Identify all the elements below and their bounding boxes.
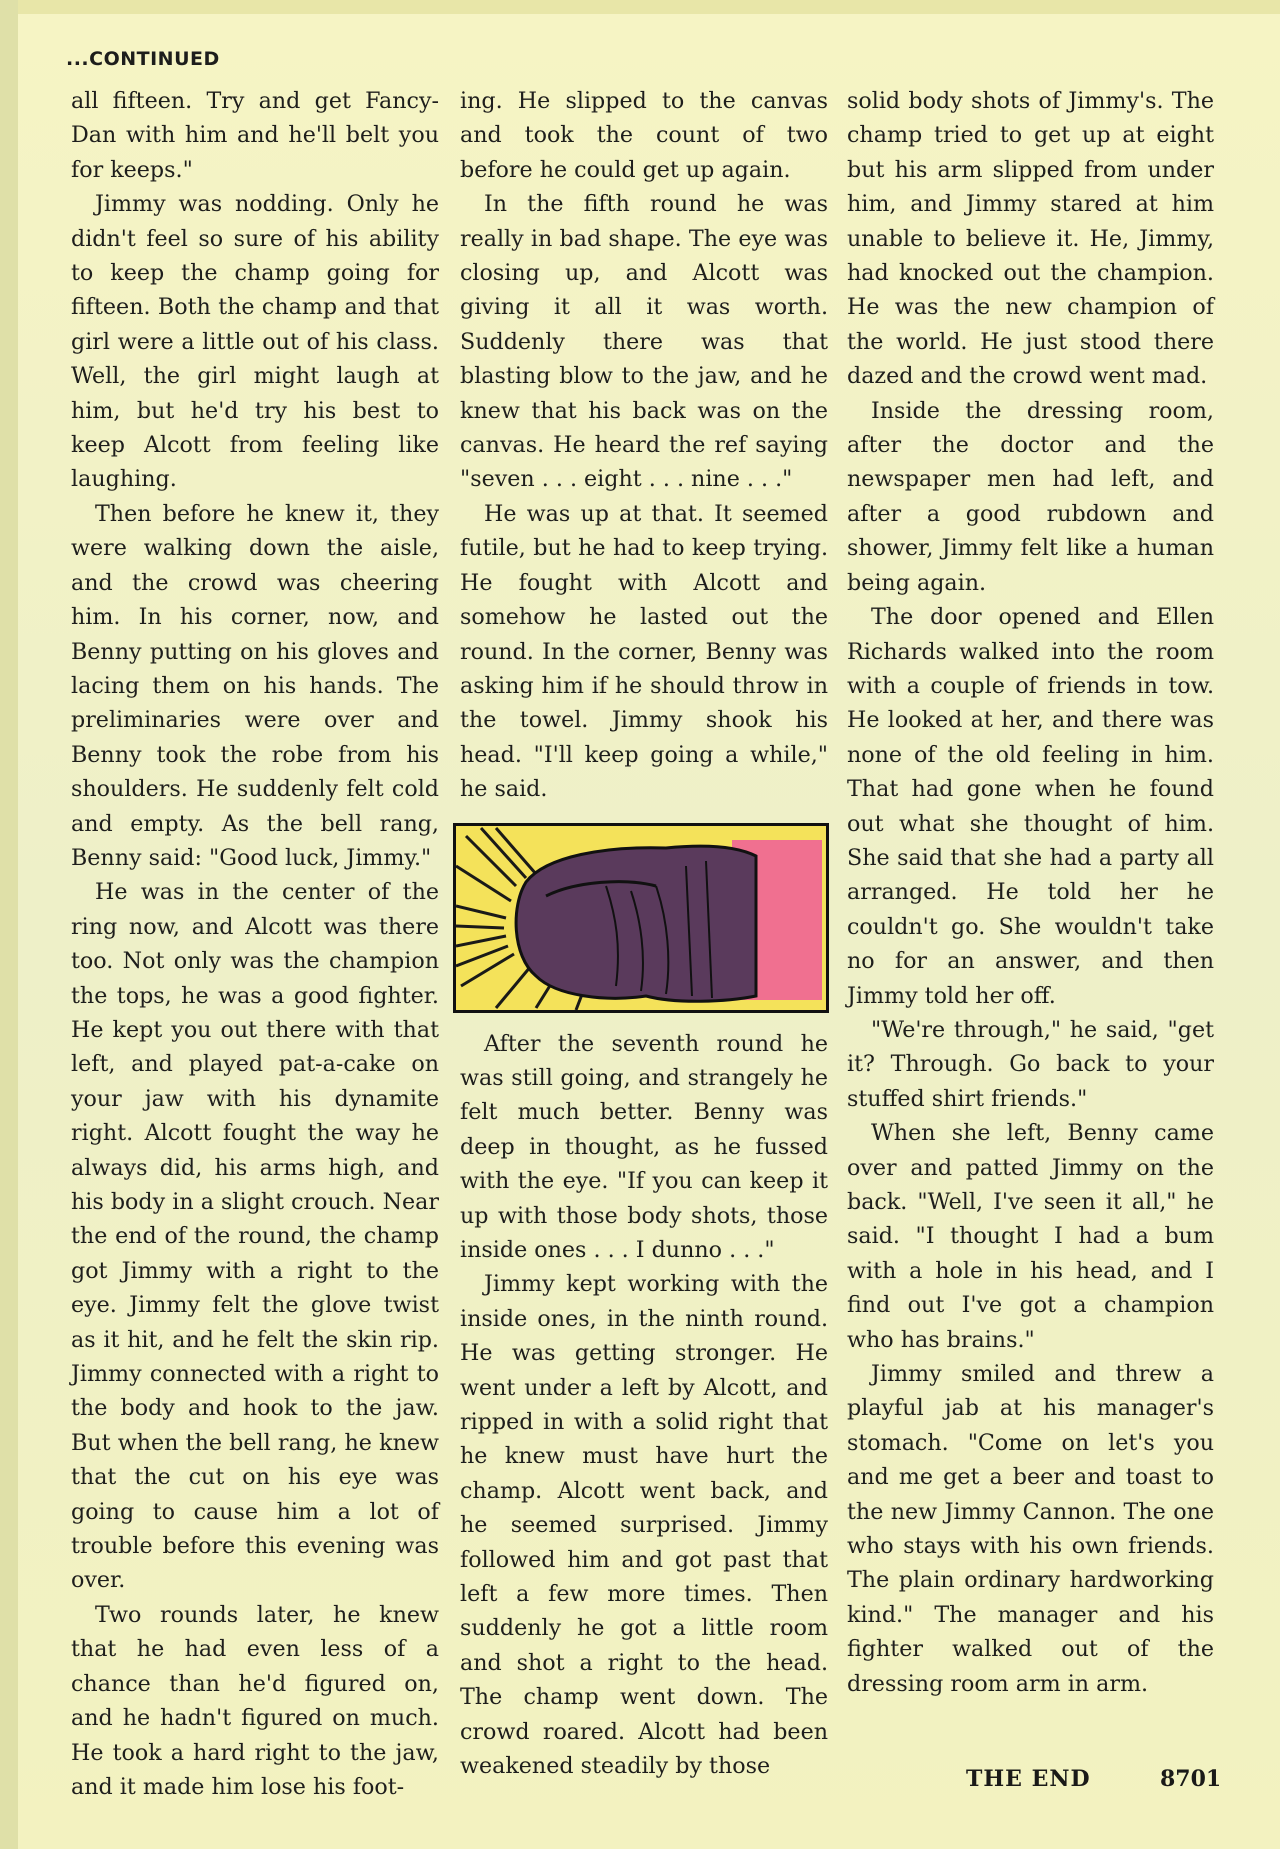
story-paragraph: Inside the dressing room, after the doctor and the newspaper men had left, and after a good rubdown and shower, Jimmy felt like a human being again. — [847, 397, 1214, 596]
boxing-glove-illustration — [453, 823, 829, 1013]
story-paragraph: Then before he knew it, they were walking down the aisle, and the crowd was cheering him. In his corner, now, and Benny putting on his gloves and lacing them on his hands. The preliminaries were over and Benny took the robe from his shoulders. He suddenly felt cold and empty. As the bell rang, Benny said: "Good luck, Jimmy." — [71, 500, 439, 871]
story-paragraph: Jimmy smiled and threw a playful jab at his manager's stomach. "Come on let's you and me get a beer and toast to the new Jimmy Cannon. The one who stays with his own friends. The plain ordinary hardworking kind." The manager and his fighter walked out of the dressing room arm in arm. — [847, 1361, 1214, 1697]
story-paragraph: He was up at that. It seemed futile, but he had to keep trying. He fought with Alcott and somehow he lasted out the round. In the corner, Benny was asking him if he should throw in the towel. Jimmy shook his head. "I'll keep going a while," he said. — [460, 500, 828, 803]
story-paragraph: "We're through," he said, "get it? Through. Go back to your stuffed shirt friends." — [847, 1016, 1214, 1112]
story-paragraph: ing. He slipped to the canvas and took the count of two before he could get up again. — [460, 88, 828, 183]
story-paragraph: all fifteen. Try and get Fancy-Dan with him and he'll belt you for keeps." — [71, 88, 439, 183]
page-edge-top — [0, 0, 1280, 14]
page-edge-left — [0, 0, 18, 1849]
story-paragraph: Two rounds later, he knew that he had even less of a chance than he'd figured on, and he hadn't figured on much. He took a hard right to the jaw, and it made him lose his foot- — [71, 1601, 439, 1800]
story-paragraph: Jimmy was nodding. Only he didn't feel so sure of his ability to keep the champ going for fifteen. Both the champ and that girl were a little out of his class. Well, the girl might laugh at him, but he'd try his best to keep Alcott from feeling like laughing. — [71, 191, 439, 493]
story-paragraph: Jimmy kept working with the inside ones, in the ninth round. He was getting stronger. He went under a left by Alcott, and ripped in with a solid right that he knew must have hurt the champ. Alcott went back, and he seemed surprised. Jimmy followed him and got past that left a few more times. Then suddenly he got a little room and shot a right to the head. The champ went down. The crowd roared. Alcott had been weakened steadily by those — [460, 1271, 828, 1780]
text-column-2 — [460, 84, 828, 1783]
text-column-3 — [847, 84, 1214, 1701]
text-column-1 — [71, 84, 439, 1804]
continued-label: ...CONTINUED — [66, 48, 220, 70]
story-paragraph: After the seventh round he was still going, and strangely he felt much better. Benny was deep in thought, as he fussed with the eye. "If you can keep it up with those body shots, those inside ones . . . I dunno . . ." — [460, 1030, 828, 1263]
page-number: 8701 — [1160, 1766, 1222, 1792]
story-paragraph: In the fifth round he was really in bad shape. The eye was closing up, and Alcott was giving it all it was worth. Suddenly there was that blasting blow to the jaw, and he knew that his back was on the canvas. He heard the ref saying "seven . . . eight . . . nine . . ." — [460, 191, 828, 493]
story-paragraph: The door opened and Ellen Richards walked into the room with a couple of friends in tow. He looked at her, and there was none of the old feeling in him. That had gone when he found out what she thought of him. She said that she had a party all arranged. He told her he couldn't go. She wouldn't take no for an answer, and then Jimmy told her off. — [847, 604, 1214, 1009]
story-paragraph: solid body shots of Jimmy's. The champ tried to get up at eight but his arm slipped from under him, and Jimmy stared at him unable to believe it. He, Jimmy, had knocked out the champion. He was the new champion of the world. He just stood there dazed and the crowd went mad. — [847, 88, 1214, 390]
story-paragraph: He was in the center of the ring now, and Alcott was there too. Not only was the champion the tops, he was a good fighter. He kept you out there with that left, and played pat-a-cake on your jaw with his dynamite right. Alcott fought the way he always did, his arms high, and his body in a slight crouch. Near the end of the round, the champ got Jimmy with a right to the eye. Jimmy felt the glove twist as it hit, and he felt the skin rip. Jimmy connected with a right to the body and hook to the jaw. But when the bell rang, he knew that the cut on his eye was going to cause him a lot of trouble before this evening was over. — [71, 879, 439, 1594]
glove-shape — [516, 846, 756, 1001]
story-paragraph: When she left, Benny came over and patted Jimmy on the back. "Well, I've seen it all," he said. "I thought I had a bum with a hole in his head, and I find out I've got a champion who has brains." — [847, 1120, 1214, 1353]
glove-drawing — [456, 826, 826, 1010]
the-end-label: THE END — [966, 1766, 1091, 1792]
